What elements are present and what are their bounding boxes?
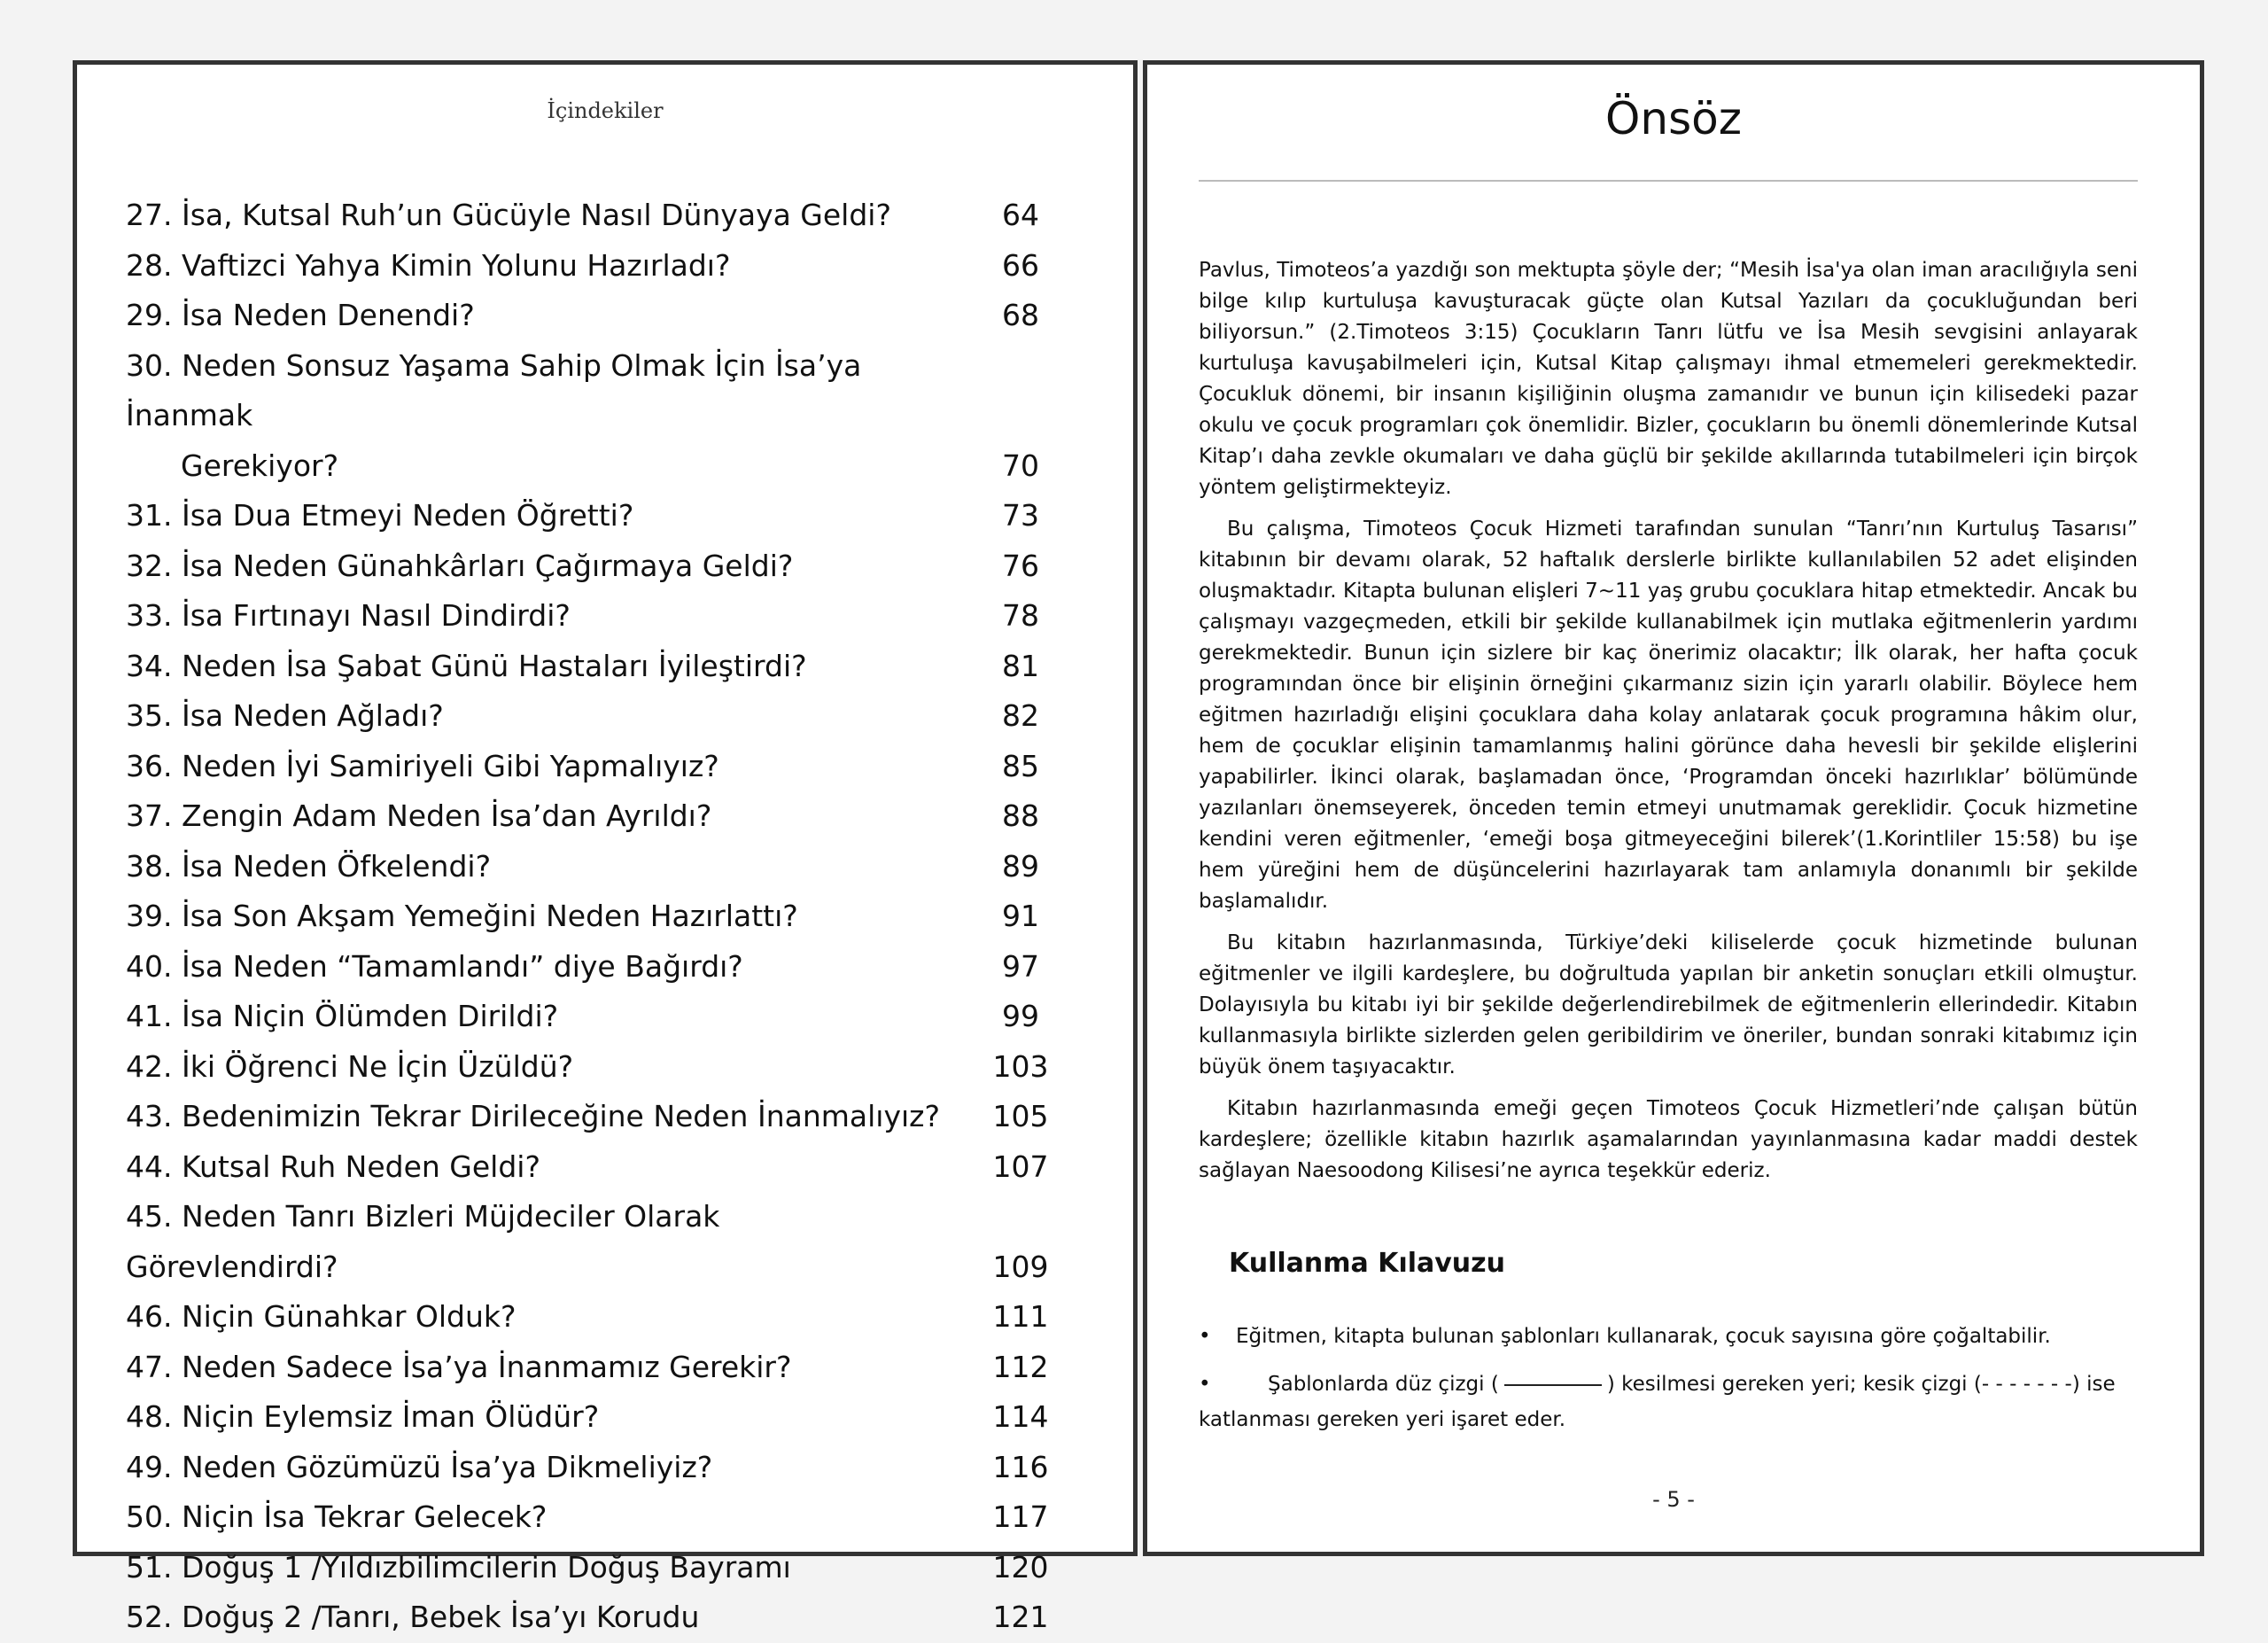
- toc-entry-page-number: 81: [1002, 648, 1039, 683]
- toc-entry-title: [126, 1042, 941, 1093]
- toc-entry-page-number: 73: [1002, 498, 1039, 533]
- page-number: - 5 -: [1652, 1487, 1695, 1512]
- toc-entry: [126, 491, 1083, 541]
- toc-entry: [126, 1092, 1083, 1142]
- left-page: [73, 60, 1138, 1634]
- toc-entry: [126, 1543, 1083, 1593]
- solid-line-sample: [1504, 1384, 1602, 1386]
- toc-entry-title: [126, 1543, 941, 1593]
- toc-entry: [126, 341, 1083, 492]
- toc-entry-page-number: 117: [992, 1499, 1049, 1534]
- toc-entry-title-text: 33. İsa Fırtınayı Nasıl Dindirdi?: [126, 598, 571, 633]
- toc-entry-title: [126, 541, 941, 592]
- toc-entry-title: [126, 1392, 941, 1443]
- toc-entry: [126, 842, 1083, 892]
- toc-entry-page-number: 91: [1002, 899, 1039, 933]
- bullet-text: ) kesilmesi gereken yeri; kesik çizgi (- - - - - - -) ise katlanması gereken yeri işaret eder.: [1199, 1373, 2116, 1431]
- toc-entry-title-text: 40. İsa Neden “Tamamlandı” diye Bağırdı?: [126, 948, 743, 984]
- toc-entry-title: [126, 341, 941, 492]
- toc-entry: [126, 291, 1083, 341]
- running-head: İçindekiler: [547, 98, 664, 123]
- toc-entry-page-number: 68: [1002, 298, 1039, 332]
- toc-entry-page-number: 116: [992, 1449, 1049, 1484]
- toc-entry-title: [126, 1192, 941, 1292]
- preface-paragraph: Bu çalışma, Timoteos Çocuk Hizmeti tarafından sunulan “Tanrı’nın Kurtuluş Tasarısı” kitabının bir devamı olarak, 52 haftalık derslerle birlikte kullanılabilen 52 adet elişinden oluşmaktadır. Kitapta bulunan elişleri 7~11 yaş grubu çocuklara hitap etmektedir. Ancak bu çalışmayı vazgeçmeden, etkili bir şekilde kullanabilmek için mutlaka eğitmenlerin yardımı gerekmektedir. Bunun için sizlere bir kaç önerimiz olacaktır; İlk olarak, her hafta çocuk programından önce bir elişinin örneğini çıkarmanız sizin için yararlı olabilir. Böylece hem eğitmen hazırladığı elişini çocuklara daha kolay anlatarak çocuk programına hâkim olur, hem de çocuklar elişinin tamamlanmış halini görünce daha hevesli bir şekilde elişlerini yapabilirler. İkinci olarak, başlamadan önce, ‘Programdan önceki hazırlıklar’ bölümünde yazılanları önemseyerek, önceden temin etmeyi unutmamak gereklidir. Çocuk hizmetine kendini veren eğitmenler, ‘emeği boşa gitmeyeceğini bilerek’(1.Korintliler 15:58) bu işe hem yüreğini hem de düşüncelerini hazırlayarak tam anlamıyla donanımlı bir şekilde başlamalıdır.: [1199, 518, 2138, 913]
- toc-entry: [126, 241, 1083, 292]
- toc-entry-title-text: 51. Doğuş 1 /Yıldızbilimcilerin Doğuş Bayramı: [126, 1549, 791, 1585]
- toc-entry: [126, 1343, 1083, 1393]
- toc-entry-title-text: 48. Niçin Eylemsiz İman Ölüdür?: [126, 1399, 600, 1434]
- bullet-icon: •: [1199, 1373, 1211, 1396]
- toc-entry-title: [126, 791, 941, 842]
- toc-entry-title-text: 49. Neden Gözümüzü İsa’ya Dikmeliyiz?: [126, 1449, 713, 1484]
- toc-entry-title: [126, 591, 941, 642]
- toc-entry-title: [126, 742, 941, 792]
- bullet-item: [1199, 1367, 2138, 1437]
- toc-entry-title-text: 27. İsa, Kutsal Ruh’un Gücüyle Nasıl Dünyaya Geldi?: [126, 198, 891, 232]
- bullet-icon: •: [1199, 1325, 1211, 1348]
- toc-entry-title: [126, 291, 941, 341]
- toc-entry-page-number: 103: [992, 1048, 1049, 1084]
- toc-entry-title-text: 31. İsa Dua Etmeyi Neden Öğretti?: [126, 498, 634, 533]
- toc-entry-page-number: 112: [992, 1349, 1049, 1384]
- toc-entry-page-number: 85: [1002, 748, 1039, 783]
- toc-entry-title: [126, 1092, 941, 1142]
- toc-entry-title-text: 46. Niçin Günahkar Olduk?: [126, 1299, 517, 1334]
- toc-entry: [126, 1042, 1083, 1093]
- toc-entry-title: [126, 642, 941, 692]
- toc-entry-title: [126, 241, 941, 292]
- toc-entry: [126, 1142, 1083, 1193]
- page-title: Önsöz: [1605, 93, 1742, 144]
- toc-entry-title-text: 43. Bedenimizin Tekrar Dirileceğine Neden İnanmalıyız?: [126, 1099, 940, 1133]
- toc-entry-title-text: 39. İsa Son Akşam Yemeğini Neden Hazırlattı?: [126, 899, 798, 933]
- preface-paragraph: Pavlus, Timoteos’a yazdığı son mektupta şöyle der; “Mesih İsa'ya olan iman aracılığıyla seni bilge kılıp kurtuluşa kavuşturacak güçte olan Kutsal Yazıları da çocukluğundan beri biliyorsun.” (2.Timoteos 3:15) Çocukların Tanrı lütfu ve İsa Mesih sevgisini anlayarak kurtuluşa kavuşabilmeleri için, Kutsal Kitap çalışmayı ihmal etmemeleri gerekmektedir. Çocukluk dönemi, bir insanın kişiliğinin oluşma zamanıdır ve bunun için kilisedeki pazar okulu ve çocuk programları çok önemlidir. Bizler, çocukların bu önemli dönemlerinde Kutsal Kitap’ı daha zevkle okumaları ve daha güçlü bir şekilde akıllarında tutabilmeleri için birçok yöntem geliştirmekteyiz.: [1199, 259, 2138, 499]
- toc-entry: [126, 1292, 1083, 1343]
- toc-entry-page-number: 97: [1002, 948, 1039, 984]
- toc-entry-title-text: 45. Neden Tanrı Bizleri Müjdeciler Olarak Görevlendirdi?: [126, 1199, 720, 1284]
- toc-entry-title-text: 28. Vaftizci Yahya Kimin Yolunu Hazırladı?: [126, 247, 731, 283]
- preface-paragraph: Bu kitabın hazırlanmasında, Türkiye’deki kiliselerde çocuk hizmetinde bulunan eğitmenler ve ilgili kardeşlere, bu doğrultuda yapılan bir anketin sonuçları etkili olmuştur. Dolayısıyla bu kitabı iyi bir şekilde değerlendirebilmek de eğitmenlerin ellerindedir. Kitabın kullanmasıyla birlikte sizlerden gelen geribildirim ve öneriler, bundan sonraki kitabımız için büyük önem taşıyacaktır.: [1199, 931, 2138, 1078]
- toc-entry-page-number: 99: [1002, 999, 1039, 1033]
- toc-entry-title: [126, 1492, 941, 1543]
- toc-entry-title-text: 35. İsa Neden Ağladı?: [126, 698, 444, 733]
- toc-entry: [126, 1192, 1083, 1292]
- toc-entry: [126, 992, 1083, 1042]
- toc-entry-title: [126, 842, 941, 892]
- toc-entry-title-text: 32. İsa Neden Günahkârları Çağırmaya Geldi?: [126, 548, 794, 583]
- toc-entry-page-number: 109: [992, 1249, 1049, 1284]
- toc-entry: [126, 892, 1083, 942]
- toc-entry-title-text: 38. İsa Neden Öfkelendi?: [126, 848, 492, 884]
- toc-entry-title-text: 34. Neden İsa Şabat Günü Hastaları İyileştirdi?: [126, 648, 807, 683]
- toc-entry-title-text: 30. Neden Sonsuz Yaşama Sahip Olmak İçin İsa’ya İnanmak: [126, 347, 862, 432]
- toc-entry: [126, 541, 1083, 592]
- toc-entry: [126, 1392, 1083, 1443]
- toc-entry-title-text: 52. Doğuş 2 /Tanrı, Bebek İsa’yı Korudu: [126, 1600, 700, 1634]
- toc-entry-title-text: 37. Zengin Adam Neden İsa’dan Ayrıldı?: [126, 798, 712, 833]
- toc-entry-title: [126, 892, 941, 942]
- toc-entry-page-number: 120: [992, 1549, 1049, 1585]
- toc-entry: [126, 1443, 1083, 1493]
- bullet-text: Şablonlarda düz çizgi (: [1268, 1373, 1499, 1396]
- toc-entry: [126, 942, 1083, 993]
- toc-entry-title: [126, 1343, 941, 1393]
- toc-entry-page-number: 105: [992, 1099, 1049, 1133]
- toc-entry-title: [126, 992, 941, 1042]
- title-divider: [1199, 180, 2138, 182]
- toc-entry-title-text: 42. İki Öğrenci Ne İçin Üzüldü?: [126, 1048, 574, 1084]
- toc-entry-title-text: 47. Neden Sadece İsa’ya İnanmamız Gerekir?: [126, 1349, 792, 1384]
- toc-entry-title: [126, 491, 941, 541]
- toc-entry-page-number: 64: [1002, 198, 1039, 232]
- toc-entry-page-number: 88: [1002, 798, 1039, 833]
- toc-entry: [126, 742, 1083, 792]
- toc-entry-page-number: 111: [992, 1299, 1049, 1334]
- table-of-contents: [126, 191, 1083, 1643]
- toc-entry-page-number: 66: [1002, 247, 1039, 283]
- toc-entry-title: [126, 1142, 941, 1193]
- toc-entry-title: [126, 1443, 941, 1493]
- preface-body: [1199, 255, 2138, 1197]
- toc-entry-title: [126, 691, 941, 742]
- bullet-item: [1199, 1319, 2138, 1354]
- toc-entry-title: [126, 942, 941, 993]
- toc-entry-page-number: 121: [992, 1600, 1049, 1634]
- toc-entry: [126, 791, 1083, 842]
- toc-entry-title: [126, 191, 941, 241]
- toc-entry: [126, 191, 1083, 241]
- toc-entry: [126, 591, 1083, 642]
- toc-entry-title: [126, 1292, 941, 1343]
- toc-entry-title-continuation: Gerekiyor?: [181, 448, 339, 483]
- toc-entry: [126, 691, 1083, 742]
- toc-entry-title-text: 36. Neden İyi Samiriyeli Gibi Yapmalıyız?: [126, 748, 719, 783]
- preface-paragraph: Kitabın hazırlanmasında emeği geçen Timoteos Çocuk Hizmetleri’nde çalışan bütün kardeşlere; özellikle kitabın hazırlık aşamalarından yayınlanmasına kadar maddi destek sağlayan Naesoodong Kilisesi’ne ayrıca teşekkür ederiz.: [1199, 1097, 2138, 1182]
- toc-entry-page-number: 107: [992, 1149, 1049, 1184]
- toc-entry-page-number: 78: [1002, 598, 1039, 633]
- toc-entry-page-number: 70: [1002, 448, 1039, 483]
- usage-heading: Kullanma Kılavuzu: [1229, 1248, 1505, 1279]
- toc-entry-title-text: 44. Kutsal Ruh Neden Geldi?: [126, 1149, 540, 1184]
- toc-entry-page-number: 114: [992, 1399, 1049, 1434]
- toc-entry-page-number: 82: [1002, 698, 1039, 733]
- toc-entry: [126, 1592, 1083, 1643]
- usage-bullets: [1199, 1319, 2138, 1450]
- toc-entry: [126, 1492, 1083, 1543]
- right-page: [1143, 60, 2204, 1556]
- toc-entry-title-text: 41. İsa Niçin Ölümden Dirildi?: [126, 999, 559, 1033]
- bullet-text: Eğitmen, kitapta bulunan şablonları kullanarak, çocuk sayısına göre çoğaltabilir.: [1236, 1325, 2051, 1348]
- toc-entry-page-number: 89: [1002, 848, 1039, 884]
- toc-entry-title-text: 29. İsa Neden Denendi?: [126, 298, 475, 332]
- toc-entry: [126, 642, 1083, 692]
- toc-entry-title-text: 50. Niçin İsa Tekrar Gelecek?: [126, 1499, 548, 1534]
- toc-entry-page-number: 76: [1002, 548, 1039, 583]
- toc-entry-title: [126, 1592, 941, 1643]
